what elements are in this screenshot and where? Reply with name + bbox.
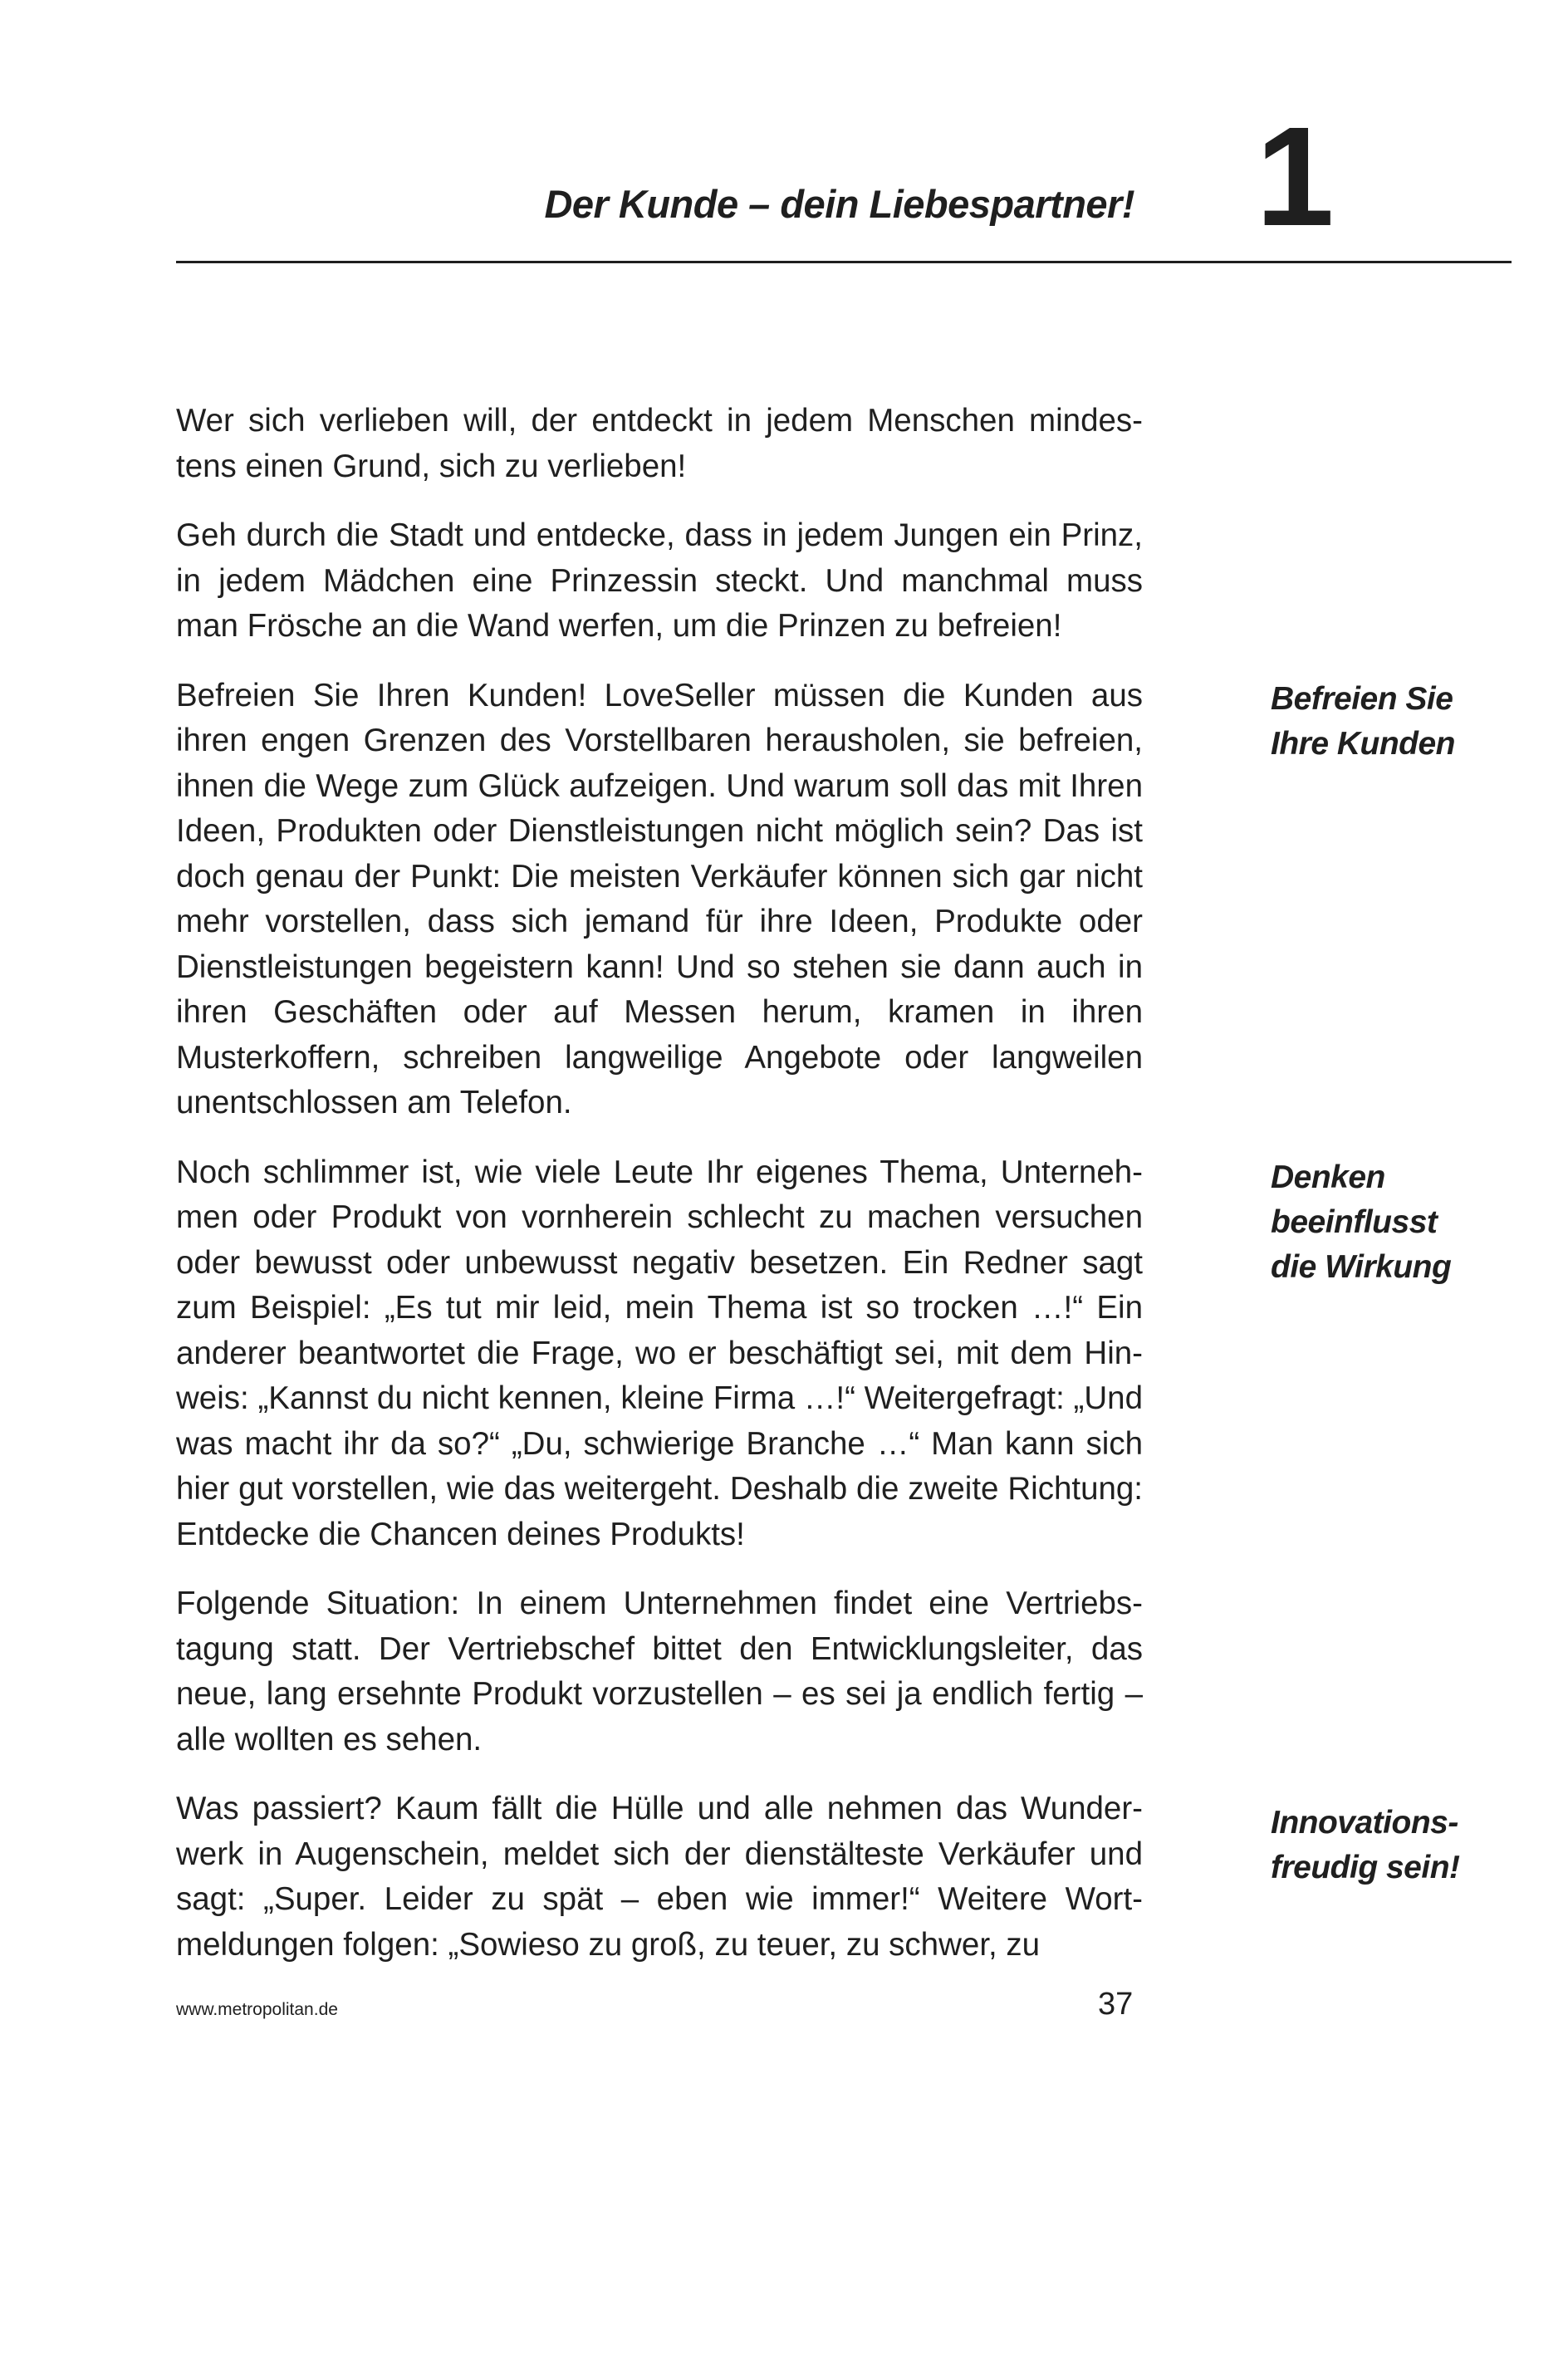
- margin-note-denken: [1271, 1155, 1545, 1290]
- margin-note-befreien: [1271, 677, 1545, 767]
- paragraph-1: Wer sich verlieben will, der entdeckt in jedem Menschen mindestens einen Grund, sich zu verlieben!: [176, 403, 1143, 484]
- chapter-title: Der Kunde – dein Liebespartner!: [544, 182, 1134, 226]
- margin-note-line: beeinflusst: [1271, 1204, 1438, 1240]
- body-text: [176, 399, 1143, 1992]
- paragraph-2: Geh durch die Stadt und entdecke, dass in jedem Jungen ein Prinz, in jedem Mädchen eine Prinzessin steckt. Und manchmal muss man Frösche an die Wand werfen, um die Prinzen zu befreien!: [176, 517, 1143, 644]
- paragraph-4: Noch schlimmer ist, wie viele Leute Ihr eigenes Thema, Unternehmen oder Produkt von vornherein schlecht zu machen versuchen oder bewusst oder unbewusst negativ besetzen. Ein Redner sagt zum Beispiel: „Es tut mir leid, mein Thema ist so trocken …!“ Ein anderer beantwortet die Frage, wo er beschäftigt sei, mit dem Hinweis: „Kannst du nicht kennen, kleine Firma …!“ Weitergefragt: „Und was macht ihr da so?“ „Du, schwierige Branche …“ Man kann sich hier gut vorstellen, wie das weitergeht. Deshalb die zweite Richtung: Entdecke die Chancen deines Produkts!: [176, 1154, 1143, 1552]
- margin-note-line: freudig sein!: [1271, 1850, 1460, 1885]
- margin-note-line: Innovations-: [1271, 1805, 1458, 1841]
- margin-note-line: Ihre Kunden: [1271, 726, 1456, 762]
- paragraph-3: Befreien Sie Ihren Kunden! LoveSeller müssen die Kunden aus ihren engen Grenzen des Vorstellbaren herausholen, sie befreien, ihnen die Wege zum Glück aufzeigen. Und warum soll das mit Ihren Ideen, Produkten oder Dienstleistungen nicht möglich sein? Das ist doch genau der Punkt: Die meisten Verkäufer können sich gar nicht mehr vorstellen, dass sich jemand für ihre Ideen, Produkte oder Dienstleistungen begeistern kann! Und so stehen sie dann auch in ihren Geschäften oder auf Messen herum, kramen in ihren Musterkoffern, schreiben langweilige Angebote oder langweilen unentschlossen am Telefon.: [176, 677, 1143, 1120]
- page-number: 37: [1098, 1987, 1134, 2022]
- header-rule: [176, 261, 1512, 263]
- margin-note-line: Denken: [1271, 1159, 1385, 1195]
- margin-note-line: Befreien Sie: [1271, 681, 1453, 717]
- margin-note-innovation: [1271, 1801, 1545, 1890]
- chapter-number: 1: [1256, 98, 1331, 256]
- paragraph-6: Was passiert? Kaum fällt die Hülle und alle nehmen das Wunderwerk in Augenschein, meldet sich der dienstälteste Verkäufer und sagt: „Super. Leider zu spät – eben wie immer!“ Weitere Wortmeldungen folgen: „Sowieso zu groß, zu teuer, zu schwer, zu: [176, 1791, 1143, 1963]
- margin-note-line: die Wirkung: [1271, 1249, 1452, 1285]
- paragraph-5: Folgende Situation: In einem Unternehmen findet eine Vertriebstagung statt. Der Vertriebschef bittet den Entwicklungsleiter, das neue, lang ersehnte Produkt vorzustellen – es sei ja endlich fertig – alle wollten es sehen.: [176, 1586, 1143, 1757]
- footer-url: www.metropolitan.de: [176, 2000, 338, 2019]
